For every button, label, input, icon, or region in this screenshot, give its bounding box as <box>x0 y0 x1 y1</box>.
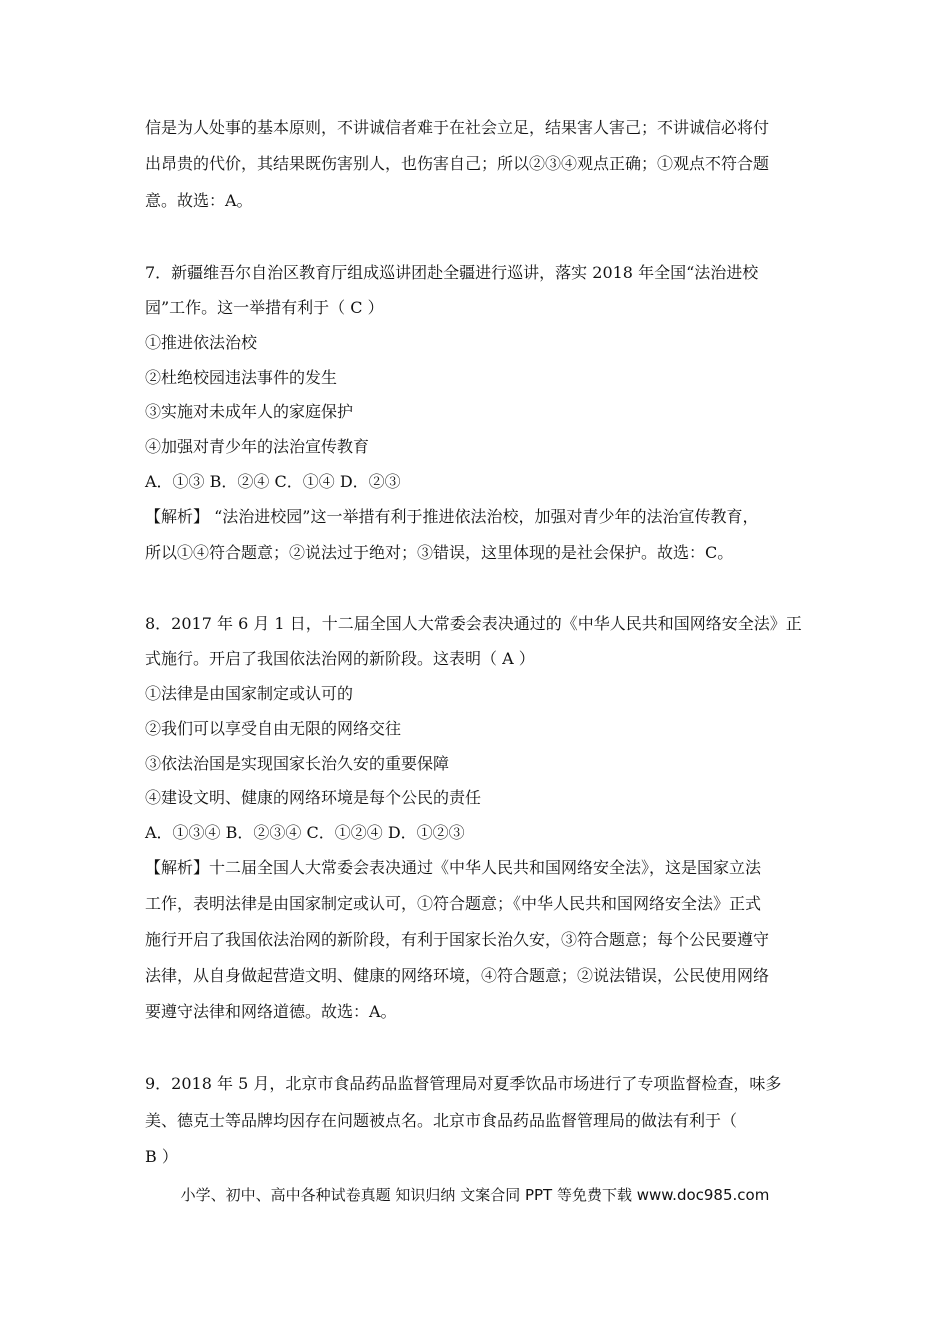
question-stem: 9．2018 年 5 月，北京市食品药品监督管理局对夏季饮品市场进行了专项监督检查，味多 <box>145 1074 782 1093</box>
statement-item: ②杜绝校园违法事件的发生 <box>145 368 338 387</box>
question-stem: 美、德克士等品牌均因存在问题被点名。北京市食品药品监督管理局的做法有利于（ <box>145 1111 738 1130</box>
question-stem: B ） <box>145 1147 178 1166</box>
question-stem: 园”工作。这一举措有利于（ C ） <box>145 298 384 317</box>
answer-options: A．①③④ B．②③④ C．①②④ D．①②③ <box>145 823 465 842</box>
page-footer: 小学、初中、高中各种试卷真题 知识归纳 文案合同 PPT 等免费下载 www.doc985.com <box>180 1186 770 1204</box>
analysis-text: 要遵守法律和网络道德。故选：A。 <box>145 1002 397 1021</box>
question-stem: 式施行。开启了我国依法治网的新阶段。这表明（ A ） <box>145 649 535 668</box>
analysis-text: 施行开启了我国依法治网的新阶段，有利于国家长治久安，③符合题意；每个公民要遵守 <box>145 930 770 949</box>
answer-options: A．①③ B．②④ C．①④ D．②③ <box>145 472 401 491</box>
text-line: 信是为人处事的基本原则，不讲诚信者难于在社会立足，结果害人害己；不讲诚信必将付 <box>145 118 770 137</box>
analysis-text: 【解析】 “法治进校园”这一举措有利于推进依法治校，加强对青少年的法治宣传教育， <box>145 507 759 526</box>
question-stem: 8．2017 年 6 月 1 日，十二届全国人大常委会表决通过的《中华人民共和国网络安全法》正 <box>145 614 802 633</box>
analysis-text: 【解析】十二届全国人大常委会表决通过《中华人民共和国网络安全法》，这是国家立法 <box>145 858 762 877</box>
text-line: 意。故选：A。 <box>145 191 253 210</box>
statement-item: ④加强对青少年的法治宣传教育 <box>145 437 370 456</box>
statement-item: ③依法治国是实现国家长治久安的重要保障 <box>145 754 450 773</box>
statement-item: ①法律是由国家制定或认可的 <box>145 684 354 703</box>
statement-item: ②我们可以享受自由无限的网络交往 <box>145 719 402 738</box>
analysis-text: 工作，表明法律是由国家制定或认可，①符合题意；《中华人民共和国网络安全法》正式 <box>145 894 762 913</box>
question-stem: 7．新疆维吾尔自治区教育厅组成巡讲团赴全疆进行巡讲，落实 2018 年全国“法治进校 <box>145 263 759 282</box>
analysis-text: 所以①④符合题意；②说法过于绝对；③错误，这里体现的是社会保护。故选：C。 <box>145 543 734 562</box>
text-line: 出昂贵的代价，其结果既伤害别人，也伤害自己；所以②③④观点正确；①观点不符合题 <box>145 154 770 173</box>
statement-item: ④建设文明、健康的网络环境是每个公民的责任 <box>145 788 482 807</box>
statement-item: ③实施对未成年人的家庭保护 <box>145 402 354 421</box>
statement-item: ①推进依法治校 <box>145 333 258 352</box>
analysis-text: 法律，从自身做起营造文明、健康的网络环境，④符合题意；②说法错误，公民使用网络 <box>145 966 770 985</box>
